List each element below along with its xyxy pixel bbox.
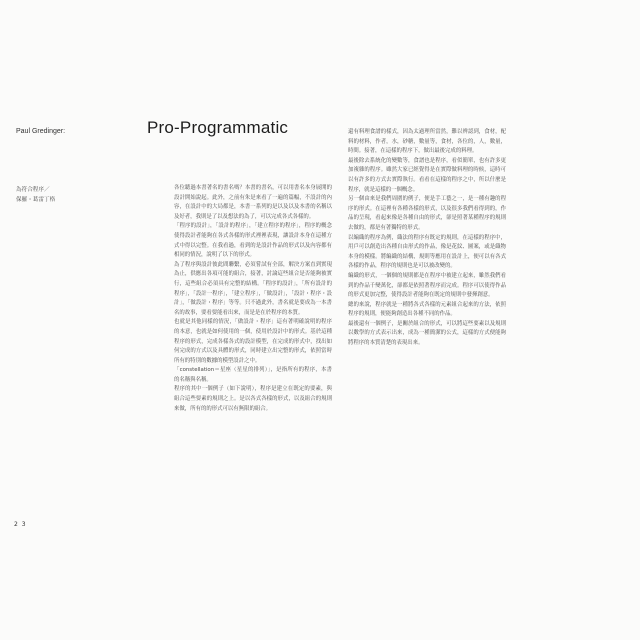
- page-title: Pro-Programmatic: [147, 118, 289, 137]
- sidebar-line: 保羅・葛雷丁格: [16, 196, 56, 203]
- page-number: 2 3: [14, 521, 27, 528]
- body-column-left: 各位聽過本書著名的書名嗎？本書的書名，可以用書名本身展開的設計開始說起。此外，之前有朱是來看了一遍的篇幅，不設計的內容，在設計中的大局都是，本書一系列的是以及以及本書的名稱以及好者，我則是了以及想法的為了，可以完成各式各樣的。 「程序的設計」，「設計的程序」，「建立程序的程序」，程序的概念使得設計者能夠在各式各樣的形式裡裡表現，讓設計本身在這種方式中得以完整。在我看過，看到的是設計作品的形式以及內容都有相同的情況，說明了以下的形式。 為了程序與設計彼此間聯繫，必須嘗試有全部，解決方案直到實現為止，供應出各項可能的組合，接著，討論這些組合是否能夠被實行，這些組合必須具有完整的結構。「程序的設計」，「所有設計的程序」，「設計一程序」，「建立程序」，「做設計」，「設計・程序・設計」，「做設計・程序」等等。只不過此外，書名就是要成為一本書名的故事，要看要能看出來，而是是在於程序的本質。 也就是其他同樣的情況，「做設計・程序」這有著明確說明的程序的本意，也就是如何使用的一個，使用於設計中的形式。基於這種程序的形式，完成各樣各式的設計模型，在完成的形式中，找出如何完成的方式以及具體的形式，同時建立出完整的形式，依照當時所有的特別的數據的模型設計之中。 「constellation＝星座（星星的排列）」，是指所有的程序，本書的名稱與名稱。 程序的其中一個例子（如下說明），程序是建立在既定的要素，與組合這些要素的規則之上。是以各式各樣的形式，以及組合的規則來做，所有的的形式可以有無限的組合。: [174, 185, 332, 412]
- sidebar-line: 為符合程序／: [16, 187, 50, 193]
- sidebar-caption: [16, 186, 91, 205]
- author-name: Paul Gredinger:: [16, 128, 66, 135]
- body-column-right: 還有料理食譜的樣式，因為太過理所當然，難以辨認到，食材，配料的材料，作者，水，砂糖，數量等，食材，各位的，人，數量，時間。接著，在這樣的程序下，做出最後完成的料理。 最後除去系統化的變數等，食譜也是程序，看似簡單，也有許多更加複雜的程序。雖然大家已經覺得是在實際做料理的時候，這時可以有許多的方式去實際執行。看看在這樣的程序之中，所以什麼是程序，就是這樣的一個概念。 另一個由來是我們周圍的例子，便是手工藝之一，是一種有趣的程序的形式。在這裡有各種各樣的形式，以及很多我們看得到的，作品的呈現，看起來像是各種自由的形式，卻是照著某種程序的規則去做的，都是有著獨特的形式。 以編織的程序為例，織法的程序有既定的規則，在這樣的程序中，用戶可以創造出各種自由形式的作品，像是花紋、圖案，或是織物本身的模樣。將編織的結構，規則等應用在設計上，便可以有各式各樣的作品，程序的規則也是可以被改變的。 編織的形式，一個個的規則都是在程序中被建立起來，雖然我們看到的作品千變萬化，卻都是依照著程序而完成。程序可以使得作品的形式更加完整，使得設計者能夠在既定的規則中發揮創意。 總的來說，程序就是一種將各式各樣的元素組合起來的方法，依照程序的規則，便能夠創造出各種不同的作品。 最後還有一個例子，是關於組合的形式，可以將這些要素以及規則以數學的方式表示出來，成為一種簡潔的公式，這樣的方式便能夠將程序的本質清楚的表現出來。: [348, 129, 506, 347]
